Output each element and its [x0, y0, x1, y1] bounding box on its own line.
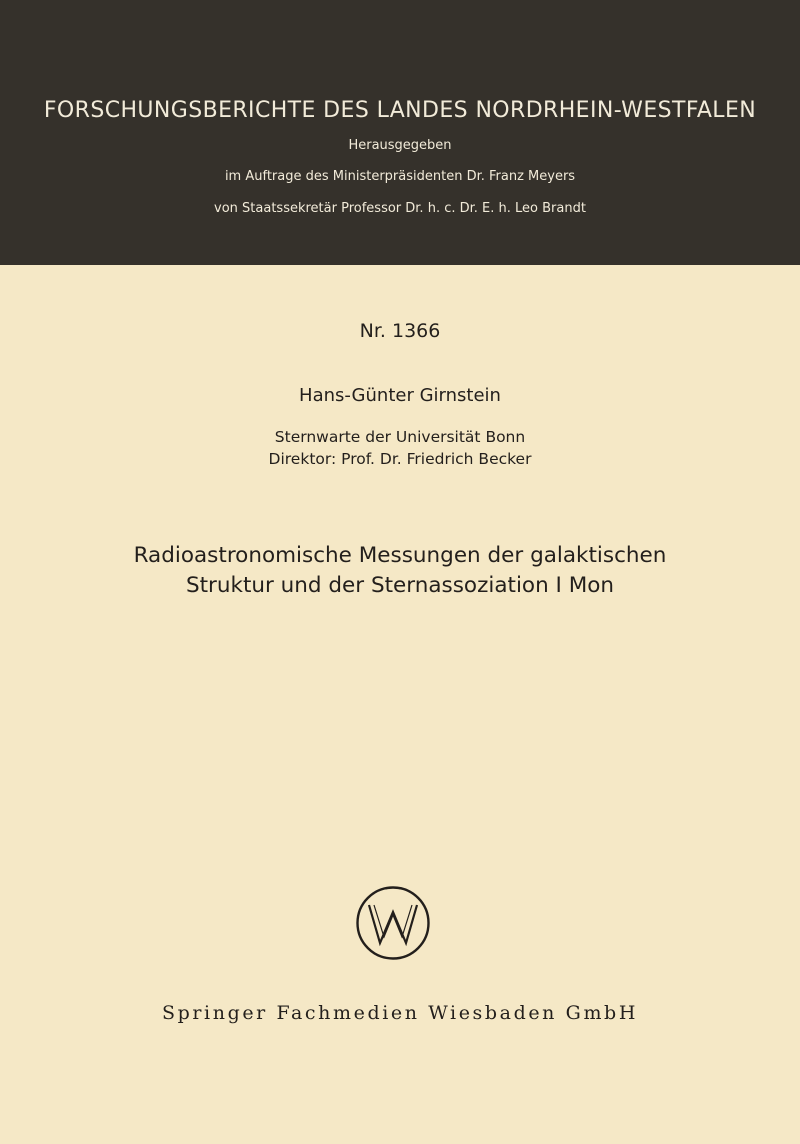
publisher-name: Springer Fachmedien Wiesbaden GmbH	[162, 1002, 638, 1024]
book-title-line-1: Radioastronomische Messungen der galaktischen	[133, 543, 667, 568]
institution-line-1: Sternwarte der Universität Bonn	[274, 428, 526, 446]
series-title: FORSCHUNGSBERICHTE DES LANDES NORDRHEIN-WESTFALEN	[43, 98, 757, 123]
book-title-line-2: Struktur und der Sternassoziation I Mon	[185, 573, 615, 598]
issue-number: Nr. 1366	[359, 320, 441, 342]
author-name: Hans-Günter Girnstein	[299, 385, 501, 406]
editor-line-1: Herausgegeben	[348, 138, 452, 153]
editor-line-3: von Staatssekretär Professor Dr. h. c. Dr. E. h. Leo Brandt	[214, 201, 586, 216]
cover-body	[0, 265, 800, 1144]
editor-line-2: im Auftrage des Ministerpräsidenten Dr. Franz Meyers	[224, 169, 576, 184]
series-header	[0, 0, 800, 265]
institution-line-2: Direktor: Prof. Dr. Friedrich Becker	[268, 450, 532, 468]
springer-w-circle-logo	[355, 885, 431, 961]
